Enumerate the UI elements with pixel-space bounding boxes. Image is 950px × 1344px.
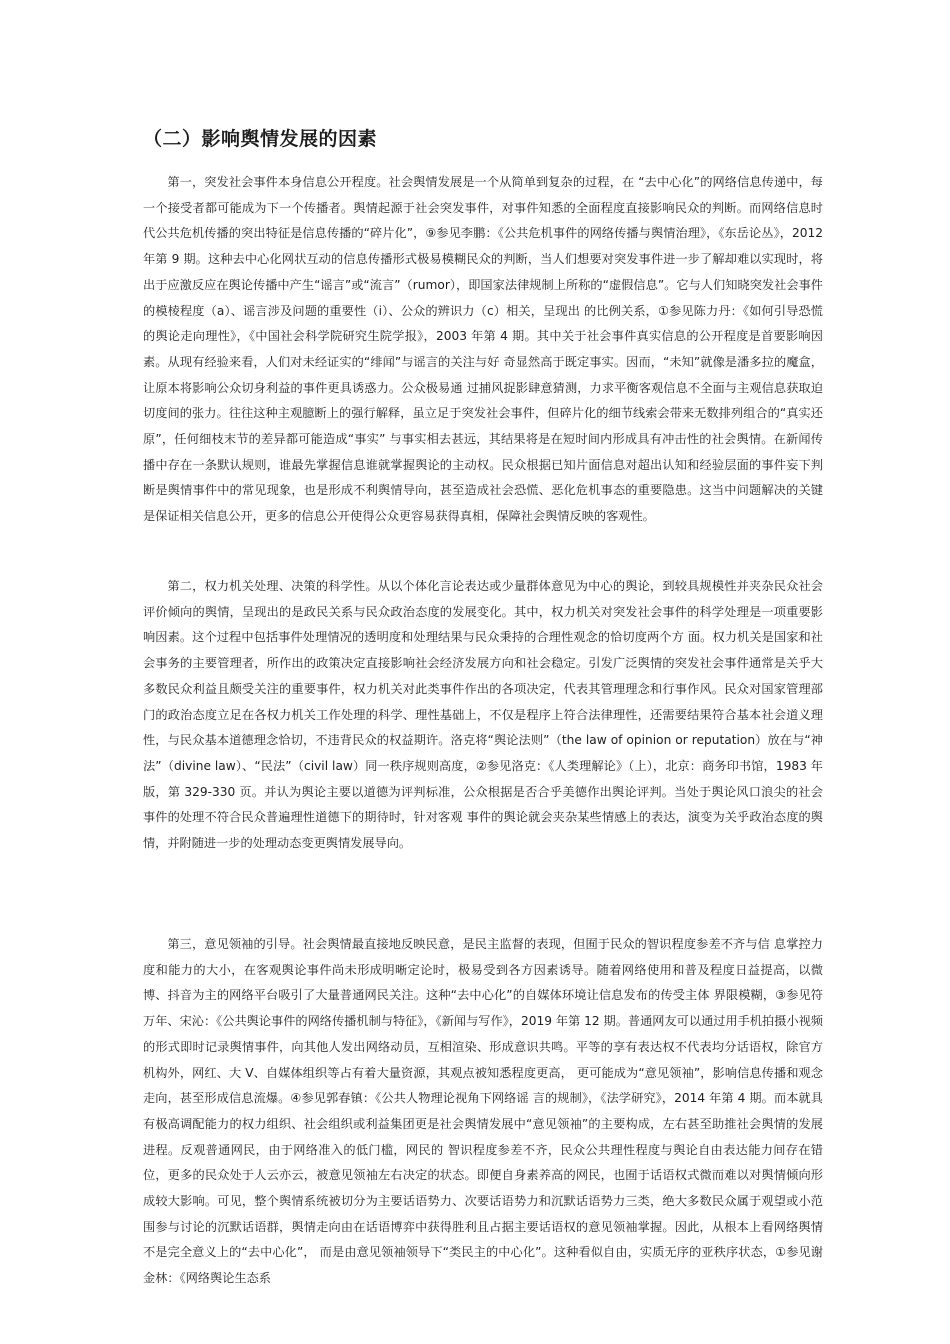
paragraph-opinion-leader: 第三，意见领袖的引导。社会舆情最直接地反映民意，是民主监督的表现，但囿于民众的智识程度参差不齐与信 息掌控力度和能力的大小，在客观舆论事件尚未形成明晰定论时，极易受到各方因素诱导。随着网络使用和普及程度日益提高，以微博、抖音为主的网络平台吸引了大量普通网民关注。这种“去中心化”的自媒体环境让信息发布的传受主体 界限模糊，③参见符万年、宋沁：《公共舆论事件的网络传播机制与特征》，《新闻与写作》，2019 年第 12 期。普通网友可以通过用手机拍摄小视频的形式即时记录舆情事件，向其他人发出网络动员，互相渲染、形成意识共鸣。平等的享有表达权不代表均分话语权，除官方机构外，网红、大 V、自媒体组织等占有着大量资源，其观点被知悉程度更高， 更可能成为“意见领袖”，影响信息传播和观念走向，甚至形成信息流爆。④参见郭春镇：《公共人物理论视角下网络谣 言的规制》，《法学研究》，2014 年第 4 期。而本就具有极高调配能力的权力组织、社会组织或利益集团更是社会舆情发展中“意见领袖”的主要构成，左右甚至助推社会舆情的发展进程。反观普通网民，由于网络准入的低门槛，网民的 智识程度参差不齐，民众公共理性程度与舆论自由表达能力间存在错位，更多的民众处于人云亦云，被意见领袖左右决定的状态。即便自身素养高的网民，也囿于话语权式微而难以对舆情倾向形成较大影响。可见，整个舆情系统被切分为主要话语势力、次要话语势力和沉默话语势力三类，绝大多数民众属于观望或小范围参与讨论的沉默话语群，舆情走向由在话语博弈中获得胜利且占据主要话语权的意见领袖掌握。因此，从根本上看网络舆情不是完全意义上的“去中心化”， 而是由意见领袖领导下“类民主的中心化”。这种看似自由，实质无序的亚秩序状态，①参见谢金林：《网络舆论生态系 — [143, 937, 823, 1286]
paragraph-authority-decision: 第二，权力机关处理、决策的科学性。从以个体化言论表达或少量群体意见为中心的舆论，到较具规模性并夹杂民众社会评价倾向的舆情，呈现出的是政民关系与民众政治态度的发展变化。其中，权力机关对突发社会事件的科学处理是一项重要影响因素。这个过程中包括事件处理情况的透明度和处理结果与民众秉持的合理性观念的恰切度两个方 面。权力机关是国家和社会事务的主要管理者，所作出的政策决定直接影响社会经济发展方向和社会稳定。引发广泛舆情的突发社会事件通常是关乎大多数民众利益且颇受关注的重要事件，权力机关对此类事件作出的各项决定，代表其管理理念和行事作风。民众对国家管理部门的政治态度立足在各权力机关工作处理的科学、理性基础上，不仅是程序上符合法律理性，还需要结果符合基本社会道义理性，与民众基本道德理念恰切，不违背民众的权益期许。洛克将“舆论法则”（the law of opinion or reputation）放在与“神法”（divine law）、“民法”（civil law）同一秩序规则高度，②参见洛克：《人类理解论》（上），北京：商务印书馆，1983 年版，第 329-330 页。并认为舆论主要以道德为评判标准，公众根据是否合乎美德作出舆论评判。当处于舆论风口浪尖的社会事件的处理不符合民众普遍理性道德下的期待时，针对客观 事件的舆论就会夹杂某些情感上的表达，演变为关乎政治态度的舆情，并附随进一步的处理动态变更舆情发展导向。 — [143, 579, 823, 851]
section-heading: （二）影响舆情发展的因素 — [143, 128, 378, 150]
paragraph-information-disclosure: 第一，突发社会事件本身信息公开程度。社会舆情发展是一个从简单到复杂的过程，在 “去中心化”的网络信息传递中，每一个接受者都可能成为下一个传播者。舆情起源于社会突发事件，对事件知悉的全面程度直接影响民众的判断。而网络信息时代公共危机传播的突出特征是信息传播的“碎片化”，⑨参见李鹏：《公共危机事件的网络传播与舆情治理》，《东岳论丛》，2012 年第 9 期。这种去中心化网状互动的信息传播形式极易模糊民众的判断，当人们想要对突发事件进一步了解却难以实现时，将出于应激反应在舆论传播中产生“谣言”或“流言”（rumor），即国家法律规制上所称的“虚假信息”。它与人们知晓突发社会事件的模棱程度（a）、谣言涉及问题的重要性（i）、公众的辨识力（c）相关，呈现出 的比例关系，①参见陈力丹：《如何引导恐慌的舆论走向理性》，《中国社会科学院研究生院学报》，2003 年第 4 期。其中关于社会事件真实信息的公开程度是首要影响因素。从现有经验来看，人们对未经证实的“绯闻”与谣言的关注与好 奇显然高于既定事实。因而，“未知”就像是潘多拉的魔盒，让原本将影响公众切身利益的事件更具诱惑力。公众极易通 过捕风捉影肆意猜测，力求平衡客观信息不全面与主观信息获取迫切度间的张力。往往这种主观臆断上的强行解释，虽立足于突发社会事件，但碎片化的细节线索会带来无数排列组合的“真实还原”，任何细枝末节的差异都可能造成“事实” 与事实相去甚远，其结果将是在短时间内形成具有冲击性的社会舆情。在新闻传播中存在一条默认规则，谁最先掌握信息谁就掌握舆论的主动权。民众根据已知片面信息对超出认知和经验层面的事件妄下判断是舆情事件中的常见现象，也是形成不利舆情导向，甚至造成社会恐慌、恶化危机事态的重要隐患。这当中问题解决的关键是保证相关信息公开，更多的信息公开使得公众更容易获得真相，保障社会舆情反映的客观性。 — [143, 175, 823, 524]
